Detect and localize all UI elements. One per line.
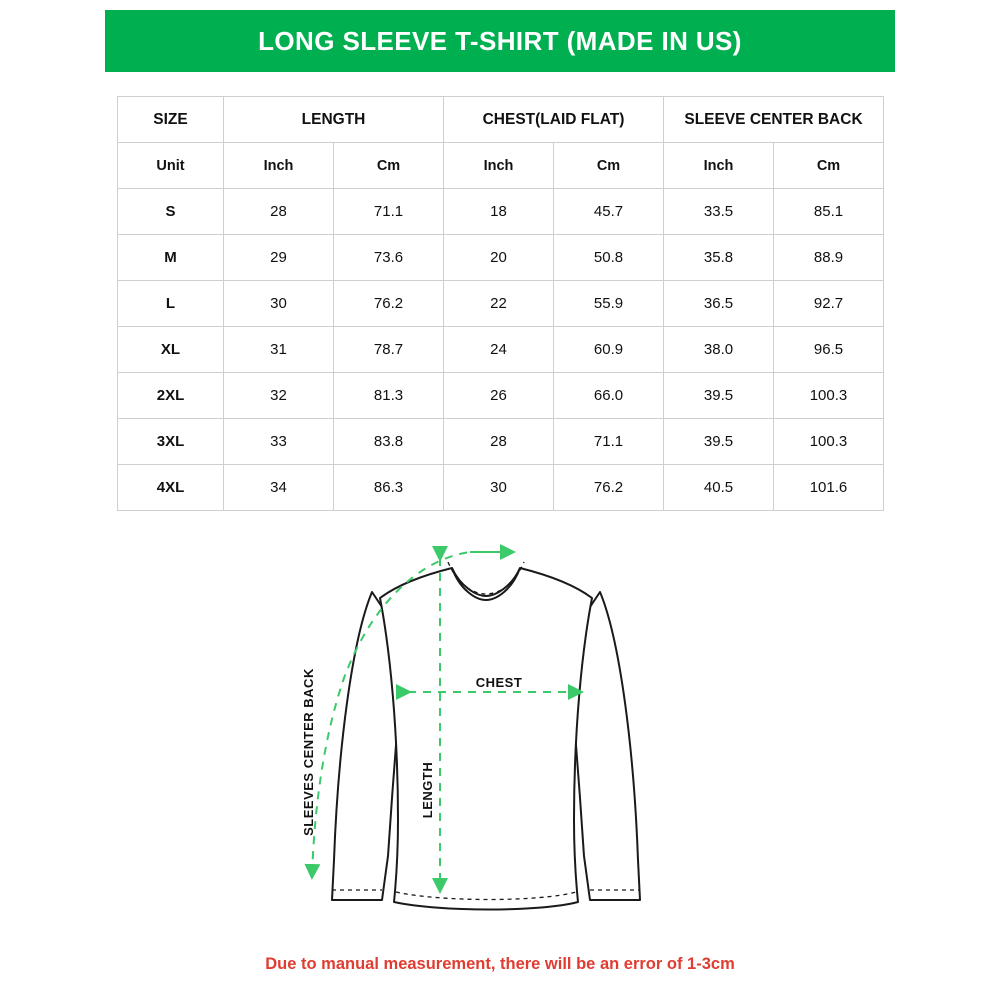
svg-text:SLEEVES CENTER BACK: SLEEVES CENTER BACK <box>301 668 316 836</box>
header-length: LENGTH <box>224 97 444 143</box>
cell-size: L <box>118 281 224 327</box>
cell-chest-inch: 20 <box>444 235 554 281</box>
unit-length-inch: Inch <box>224 143 334 189</box>
cell-size: M <box>118 235 224 281</box>
cell-sleeve-cm: 100.3 <box>774 373 884 419</box>
header-banner <box>105 10 895 72</box>
table-row <box>118 373 884 419</box>
cell-chest-inch: 28 <box>444 419 554 465</box>
cell-sleeve-inch: 33.5 <box>664 189 774 235</box>
cell-chest-inch: 26 <box>444 373 554 419</box>
cell-sleeve-cm: 100.3 <box>774 419 884 465</box>
cell-sleeve-inch: 38.0 <box>664 327 774 373</box>
cell-length-cm: 73.6 <box>334 235 444 281</box>
cell-length-cm: 76.2 <box>334 281 444 327</box>
cell-length-cm: 81.3 <box>334 373 444 419</box>
unit-length-cm: Cm <box>334 143 444 189</box>
cell-size: S <box>118 189 224 235</box>
svg-text:LENGTH: LENGTH <box>420 761 435 819</box>
cell-chest-cm: 50.8 <box>554 235 664 281</box>
cell-size: XL <box>118 327 224 373</box>
table-unit-row <box>118 143 884 189</box>
cell-sleeve-cm: 85.1 <box>774 189 884 235</box>
unit-label: Unit <box>118 143 224 189</box>
table-header-row <box>118 97 884 143</box>
cell-sleeve-inch: 39.5 <box>664 373 774 419</box>
svg-text:CHEST: CHEST <box>475 675 523 690</box>
measurement-disclaimer: Due to manual measurement, there will be an error of 1-3cm <box>265 955 735 973</box>
table-row <box>118 281 884 327</box>
cell-length-inch: 32 <box>224 373 334 419</box>
cell-sleeve-inch: 40.5 <box>664 465 774 511</box>
cell-sleeve-inch: 35.8 <box>664 235 774 281</box>
unit-sleeve-cm: Cm <box>774 143 884 189</box>
table-row <box>118 189 884 235</box>
cell-sleeve-cm: 88.9 <box>774 235 884 281</box>
cell-size: 4XL <box>118 465 224 511</box>
cell-sleeve-inch: 36.5 <box>664 281 774 327</box>
cell-length-inch: 30 <box>224 281 334 327</box>
cell-chest-inch: 18 <box>444 189 554 235</box>
unit-chest-cm: Cm <box>554 143 664 189</box>
cell-sleeve-inch: 39.5 <box>664 419 774 465</box>
header-chest: CHEST(LAID FLAT) <box>444 97 664 143</box>
cell-chest-cm: 66.0 <box>554 373 664 419</box>
cell-chest-cm: 60.9 <box>554 327 664 373</box>
cell-length-inch: 34 <box>224 465 334 511</box>
cell-sleeve-cm: 92.7 <box>774 281 884 327</box>
cell-length-inch: 28 <box>224 189 334 235</box>
cell-size: 2XL <box>118 373 224 419</box>
table-row <box>118 419 884 465</box>
cell-chest-inch: 30 <box>444 465 554 511</box>
unit-sleeve-inch: Inch <box>664 143 774 189</box>
cell-chest-cm: 71.1 <box>554 419 664 465</box>
cell-length-cm: 78.7 <box>334 327 444 373</box>
size-chart-table <box>117 96 884 511</box>
header-size: SIZE <box>118 97 224 143</box>
table-row <box>118 235 884 281</box>
cell-length-cm: 86.3 <box>334 465 444 511</box>
header-sleeve: SLEEVE CENTER BACK <box>664 97 884 143</box>
page-title: LONG SLEEVE T-SHIRT (MADE IN US) <box>258 25 742 56</box>
cell-chest-cm: 55.9 <box>554 281 664 327</box>
cell-chest-inch: 22 <box>444 281 554 327</box>
cell-chest-cm: 45.7 <box>554 189 664 235</box>
cell-size: 3XL <box>118 419 224 465</box>
unit-chest-inch: Inch <box>444 143 554 189</box>
cell-sleeve-cm: 101.6 <box>774 465 884 511</box>
table-row <box>118 465 884 511</box>
cell-chest-cm: 76.2 <box>554 465 664 511</box>
garment-diagram <box>0 520 1000 920</box>
cell-sleeve-cm: 96.5 <box>774 327 884 373</box>
cell-chest-inch: 24 <box>444 327 554 373</box>
cell-length-cm: 71.1 <box>334 189 444 235</box>
cell-length-cm: 83.8 <box>334 419 444 465</box>
table-row <box>118 327 884 373</box>
cell-length-inch: 29 <box>224 235 334 281</box>
cell-length-inch: 31 <box>224 327 334 373</box>
cell-length-inch: 33 <box>224 419 334 465</box>
